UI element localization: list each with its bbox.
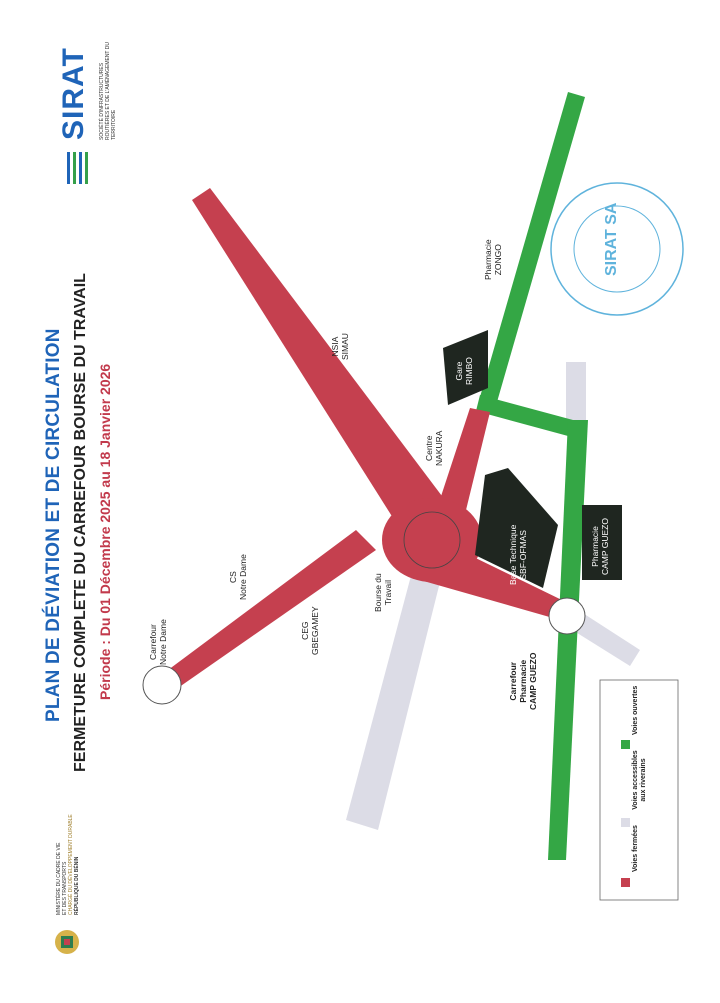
legend-swatch-open [621, 740, 630, 749]
label-ceg-gbegamey: CEG GBEGAMEY [300, 606, 320, 655]
roundabout-notre-dame[interactable] [143, 666, 181, 704]
page-subtitle: FERMETURE COMPLETE DU CARREFOUR BOURSE DU TRAVAIL [72, 273, 89, 772]
label-centre-nakura: Centre NAKURA [424, 430, 444, 466]
label-pharmacie-zongo: Pharmacie ZONGO [483, 239, 503, 280]
closed-junction [382, 498, 482, 582]
sirat-logo-tagline: SOCIÉTÉ D'INFRASTRUCTURES ROUTIÈRES ET DE L'AMÉNAGEMENT DU TERRITOIRE [99, 41, 117, 140]
red-roads [160, 188, 568, 690]
road-nsia-diagonal [192, 188, 460, 548]
label-cs-notre-dame: CS Notre Dame [228, 554, 248, 600]
label-bourse-du-travail: Bourse du Travail [373, 573, 393, 612]
ministry-country: RÉPUBLIQUE DU BÉNIN [74, 856, 80, 915]
ministry-line-2: ET DES TRANSPORTS [62, 861, 68, 915]
sirat-logo-text: SIRAT [57, 47, 90, 140]
ministry-line-3: CHARGÉ DU DÉVELOPPEMENT DURABLE [68, 814, 74, 915]
legend-label-open: Voies ouvertes [632, 685, 639, 735]
sirat-logo [55, 28, 115, 168]
page-title: PLAN DE DÉVIATION ET DE CIRCULATION [43, 328, 64, 722]
legend-swatch-closed [621, 878, 630, 887]
label-carrefour-notre-dame: Carrefour Notre Dame [148, 619, 168, 665]
label-carrefour-camp-guezo: Carrefour Pharmacie CAMP GUEZO [508, 652, 538, 710]
road-north-stub [566, 362, 586, 420]
ministry-line-1: MINISTÈRE DU CADRE DE VIE [56, 842, 62, 915]
road-notre-dame [160, 530, 376, 690]
legend-label-residents: Voies accessibles aux riverains [632, 750, 647, 810]
road-bourse-south [346, 572, 440, 830]
roundabout-camp-guezo[interactable] [549, 598, 585, 634]
legend-swatch-residents [621, 818, 630, 827]
road-rimbo-connector [476, 395, 573, 436]
ministry-text [56, 814, 80, 915]
legend-label-closed: Voies fermées [632, 825, 639, 872]
label-base-technique: Base Technique SBF-OFMAS [508, 524, 528, 585]
benin-coat-of-arms-icon [50, 925, 84, 959]
period-text: Période : Du 01 Décembre 2025 au 18 Janvier 2026 [97, 363, 113, 700]
label-nsia-simau: NSIA SIMAU [330, 333, 350, 360]
road-camp-guezo-avenue [548, 420, 588, 860]
sirat-logo-icon [55, 148, 95, 188]
label-gare-rimbo: Gare RIMBO [454, 357, 474, 385]
stamp-text: SIRAT SA [603, 202, 620, 276]
label-pharmacie-camp-guezo: Pharmacie CAMP GUEZO [590, 518, 610, 575]
